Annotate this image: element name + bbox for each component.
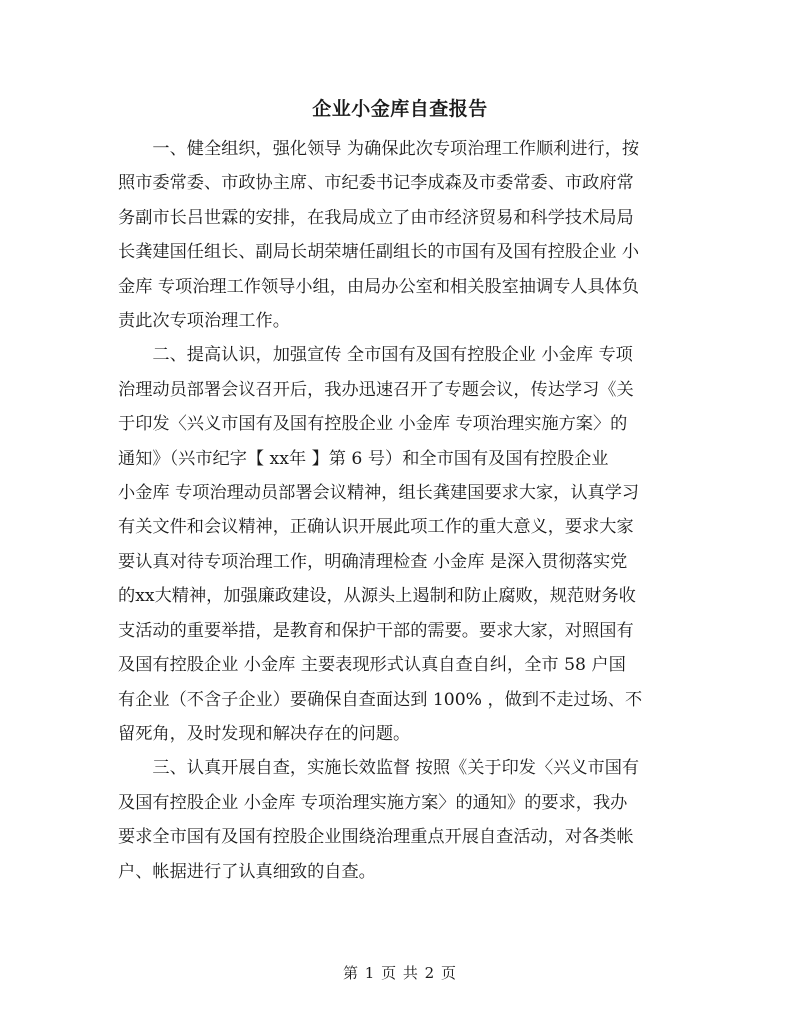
- paragraph-line: 一、健全组织，强化领导 为确保此次专项治理工作顺利进行，按: [152, 139, 640, 159]
- paragraph-line: 户、帐据进行了认真细致的自查。: [118, 861, 376, 882]
- paragraph-line: 二、提高认识，加强宣传 全市国有及国有控股企业 小金库 专项: [152, 345, 633, 366]
- page-number-footer: 第 1 页 共 2 页: [343, 964, 457, 982]
- paragraph-line: 留死角，及时发现和解决存在的问题。: [118, 723, 411, 744]
- paragraph-line: 责此次专项治理工作。: [118, 311, 290, 332]
- paragraph-line: 长龚建国任组长、副局长胡荣塘任副组长的市国有及国有控股企业 小: [118, 242, 640, 263]
- paragraph-line: 金库 专项治理工作领导小组，由局办公室和相关股室抽调专人具体负: [118, 276, 640, 297]
- paragraph-line: 三、认真开展自查，实施长效监督 按照《关于印发〈兴义市国有: [152, 758, 640, 779]
- document-body: [118, 132, 684, 889]
- paragraph-line: 小金库 专项治理动员部署会议精神，组长龚建国要求大家，认真学习: [118, 483, 640, 504]
- paragraph-line: 及国有控股企业 小金库 专项治理实施方案〉的通知》的要求，我办: [118, 792, 628, 813]
- paragraph-line: 治理动员部署会议召开后，我办迅速召开了专题会议，传达学习《关: [118, 379, 634, 400]
- paragraph-line: 要认真对待专项治理工作，明确清理检查 小金库 是深入贯彻落实党: [118, 551, 628, 572]
- paragraph-line: 于印发〈兴义市国有及国有控股企业 小金库 专项治理实施方案〉的: [118, 414, 628, 435]
- paragraph-line: 及国有控股企业 小金库 主要表现形式认真自查自纠，全市 58 户国: [118, 655, 626, 676]
- paragraph-line: 的xx大精神，加强廉政建设，从源头上遏制和防止腐败，规范财务收: [118, 586, 636, 607]
- paragraph: [118, 132, 684, 338]
- paragraph-line: 要求全市国有及国有控股企业围绕治理重点开展自查活动，对各类帐: [118, 827, 634, 848]
- paragraph-line: 有企业（不含子企业）要确保自查面达到 100% ，做到不走过场、不: [118, 689, 643, 710]
- paragraph-line: 有关文件和会议精神，正确认识开展此项工作的重大意义，要求大家: [118, 517, 634, 538]
- paragraph: [118, 338, 684, 751]
- paragraph-line: 照市委常委、市政协主席、市纪委书记李成森及市委常委、市政府常: [118, 173, 634, 194]
- paragraph-line: 通知》（兴市纪字【 xx年 】第 6 号）和全市国有及国有控股企业: [118, 448, 609, 469]
- document-title: 企业小金库自查报告: [312, 98, 488, 120]
- paragraph-line: 支活动的重要举措，是教育和保护干部的需要。要求大家，对照国有: [118, 620, 634, 641]
- paragraph: [118, 751, 684, 889]
- paragraph-line: 务副市长吕世霖的安排，在我局成立了由市经济贸易和科学技术局局: [118, 207, 634, 228]
